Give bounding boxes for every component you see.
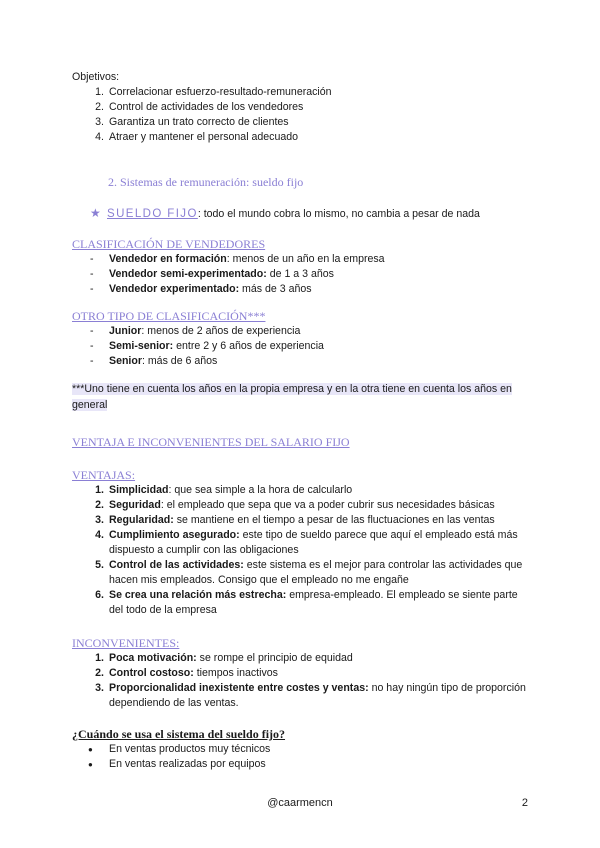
- list-item: - Vendedor en formación: menos de un año en la empresa: [90, 253, 385, 265]
- list-item: 2. Seguridad: el empleado que sepa que va a poder cubrir sus necesidades básicas: [95, 499, 495, 511]
- list-item: 5. Control de las actividades: este sistema es el mejor para controlar las actividades que hacen mis empleados. Consigo que el empleado no me engañe: [95, 559, 523, 586]
- clasificacion-heading: CLASIFICACIÓN DE VENDEDORES: [72, 237, 266, 251]
- bullet-icon: ●: [88, 745, 93, 754]
- otro-tipo-heading: OTRO TIPO DE CLASIFICACIÓN***: [72, 309, 266, 323]
- list-item: 3. Garantiza un trato correcto de clientes: [95, 116, 289, 128]
- list-item: 2. Control de actividades de los vendedores: [95, 101, 304, 113]
- highlighted-note: ***Uno tiene en cuenta los años en la propia empresa y en la otra tiene en cuenta los años en general: [72, 383, 512, 411]
- list-item: 3. Regularidad: se mantiene en el tiempo a pesar de las fluctuaciones en las ventas: [95, 514, 495, 526]
- list-item: 3. Proporcionalidad inexistente entre costes y ventas: no hay ningún tipo de proporción dependiendo de las ventas.: [95, 682, 526, 709]
- section-heading: 2. Sistemas de remuneración: sueldo fijo: [108, 175, 304, 189]
- ventaja-inconvenientes-heading: VENTAJA E INCONVENIENTES DEL SALARIO FIJO: [72, 435, 350, 449]
- objectives-list: [72, 85, 532, 145]
- list-item: - Semi-senior: entre 2 y 6 años de experiencia: [90, 340, 324, 352]
- page-number: 2: [521, 797, 528, 809]
- list-item: 6. Se crea una relación más estrecha: empresa-empleado. El empleado se siente parte del todo de la empresa: [95, 589, 518, 616]
- list-item: - Senior: más de 6 años: [90, 355, 218, 367]
- note-block: [72, 381, 522, 413]
- objectives-title: Objetivos:: [72, 71, 120, 83]
- list-item: 1. Correlacionar esfuerzo-resultado-remuneración: [95, 86, 332, 98]
- list-item: - Vendedor semi-experimentado: de 1 a 3 años: [90, 268, 334, 280]
- star-icon: ★: [90, 206, 101, 220]
- list-item: - Junior: menos de 2 años de experiencia: [90, 325, 301, 337]
- sueldo-fijo-label: SUELDO FIJO: [107, 208, 198, 220]
- list-item: 2. Control costoso: tiempos inactivos: [95, 667, 278, 679]
- inconvenientes-list: [72, 651, 532, 711]
- otro-tipo-list: [72, 324, 532, 369]
- list-item: 4. Cumplimiento asegurado: este tipo de sueldo parece que aquí el empleado está más dispuesto a cumplir con las obligaciones: [95, 529, 518, 556]
- bullet-icon: ●: [88, 760, 93, 769]
- author-handle: @caarmencn: [267, 797, 333, 809]
- list-item: ● En ventas realizadas por equipos: [88, 758, 266, 770]
- list-item: ● En ventas productos muy técnicos: [88, 743, 271, 755]
- list-item: 1. Simplicidad: que sea simple a la hora de calcularlo: [95, 484, 353, 496]
- cuando-heading: ¿Cuándo se usa el sistema del sueldo fijo?: [72, 727, 286, 741]
- sueldo-fijo-definition: ★ SUELDO FIJO: todo el mundo cobra lo mismo, no cambia a pesar de nada: [90, 206, 480, 220]
- ventajas-heading: VENTAJAS:: [72, 468, 136, 482]
- ventajas-list: [72, 483, 532, 618]
- list-item: 4. Atraer y mantener el personal adecuado: [95, 131, 299, 143]
- list-item: 1. Poca motivación: se rompe el principio de equidad: [95, 652, 353, 664]
- list-item: - Vendedor experimentado: más de 3 años: [90, 283, 312, 295]
- cuando-list: [72, 742, 532, 772]
- clasificacion-list: [72, 252, 532, 297]
- inconvenientes-heading: INCONVENIENTES:: [72, 636, 180, 650]
- document-page: [72, 70, 532, 772]
